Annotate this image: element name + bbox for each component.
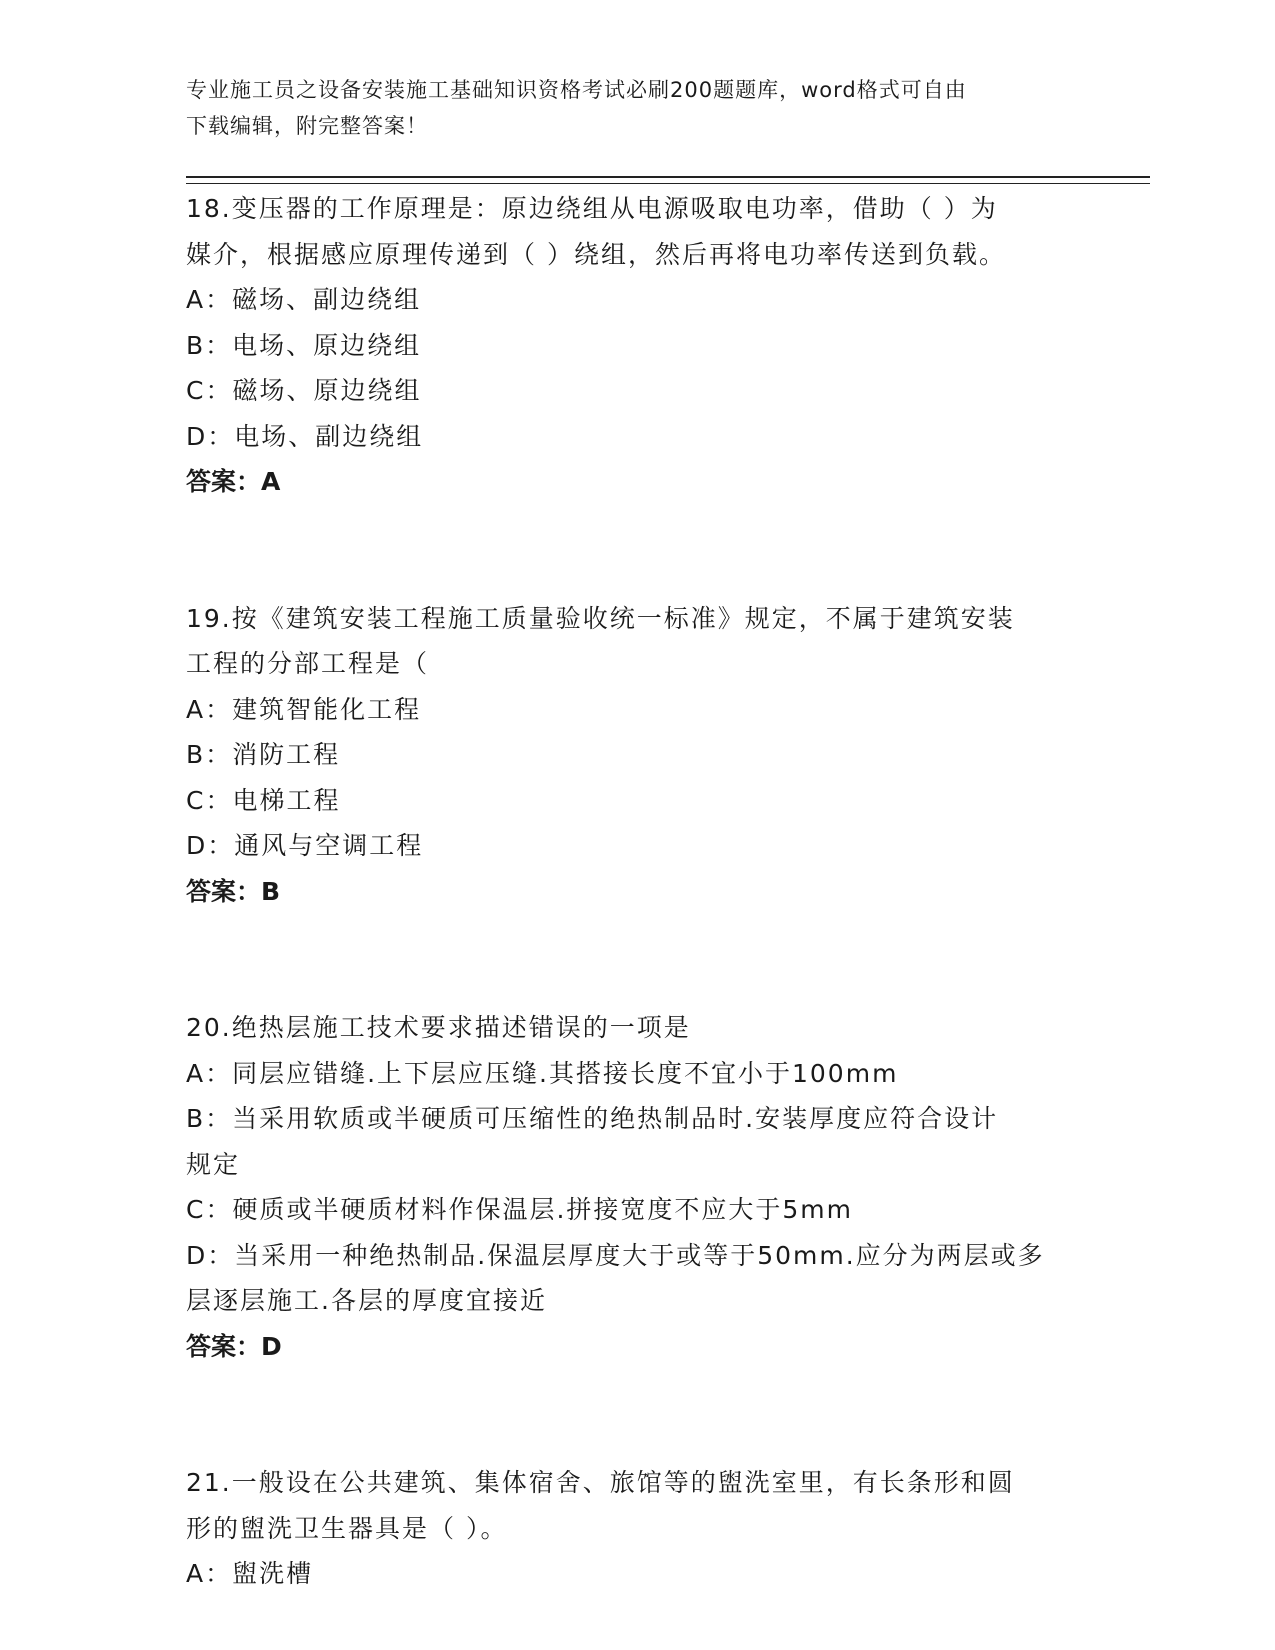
question-19 xyxy=(186,596,1076,915)
option-d: D：当采用一种绝热制品.保温层厚度大于或等于50mm.应分为两层或多 xyxy=(186,1240,1045,1270)
answer-label: 答案：B xyxy=(186,876,281,906)
answer-label: 答案：D xyxy=(186,1331,282,1361)
question-spacer xyxy=(186,1369,1076,1460)
question-20 xyxy=(186,1005,1076,1369)
option-a: A：盥洗槽 xyxy=(186,1559,314,1588)
option-a: A：磁场、副边绕组 xyxy=(186,285,422,314)
question-text-line: 20.绝热层施工技术要求描述错误的一项是 xyxy=(186,1013,691,1042)
question-21 xyxy=(186,1460,1076,1597)
question-text-line: 21.一般设在公共建筑、集体宿舍、旅馆等的盥洗室里，有长条形和圆 xyxy=(186,1468,1015,1497)
question-text-line: 形的盥洗卫生器具是（ ）。 xyxy=(186,1513,508,1543)
question-text-line: 19.按《建筑安装工程施工质量验收统一标准》规定，不属于建筑安装 xyxy=(186,603,1015,633)
option-d-continued: 层逐层施工.各层的厚度宜接近 xyxy=(186,1286,547,1315)
option-b: B：电场、原边绕组 xyxy=(186,330,422,360)
header-line-2: 下载编辑，附完整答案！ xyxy=(186,114,428,138)
header-line-1: 专业施工员之设备安装施工基础知识资格考试必刷200题题库，word格式可自由 xyxy=(186,78,967,102)
option-a: A：建筑智能化工程 xyxy=(186,694,422,724)
question-text-line: 媒介，根据感应原理传递到（ ）绕组，然后再将电功率传送到负载。 xyxy=(186,239,1006,269)
header-divider-thick xyxy=(186,176,1150,178)
question-text-line: 工程的分部工程是（ xyxy=(186,649,430,678)
question-text-line: 18.变压器的工作原理是：原边绕组从电源吸取电功率，借助（ ）为 xyxy=(186,194,998,223)
option-c: C：电梯工程 xyxy=(186,785,341,815)
question-list xyxy=(186,186,1076,1597)
option-d: D：电场、副边绕组 xyxy=(186,421,424,451)
question-spacer xyxy=(186,914,1076,1005)
option-a: A：同层应错缝.上下层应压缝.其搭接长度不宜小于100mm xyxy=(186,1058,899,1088)
option-c: C：硬质或半硬质材料作保温层.拼接宽度不应大于5mm xyxy=(186,1195,854,1224)
answer-label: 答案：A xyxy=(186,467,281,496)
option-b: B：当采用软质或半硬质可压缩性的绝热制品时.安装厚度应符合设计 xyxy=(186,1104,999,1133)
document-header xyxy=(186,72,1066,144)
option-c: C：磁场、原边绕组 xyxy=(186,376,422,405)
option-b-continued: 规定 xyxy=(186,1149,241,1179)
option-b: B：消防工程 xyxy=(186,740,341,769)
question-18 xyxy=(186,186,1076,505)
question-spacer xyxy=(186,505,1076,596)
option-d: D：通风与空调工程 xyxy=(186,831,424,860)
header-divider-thin xyxy=(186,183,1150,184)
